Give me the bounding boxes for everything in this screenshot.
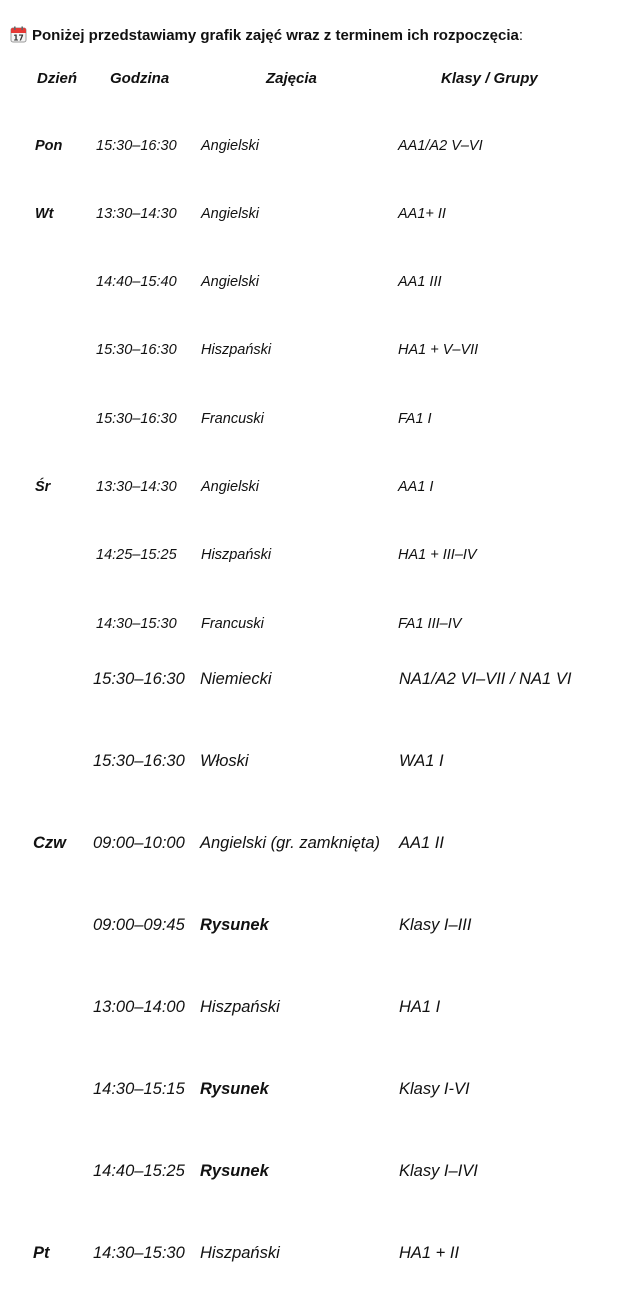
row-group: AA1 III bbox=[398, 274, 442, 290]
row-class: Angielski bbox=[201, 479, 260, 495]
schedule-row bbox=[0, 342, 620, 362]
row-time: 15:30–16:30 bbox=[93, 752, 185, 770]
schedule-row bbox=[0, 138, 620, 158]
row-class: Angielski (gr. zamknięta) bbox=[200, 834, 381, 852]
row-group: Klasy I–III bbox=[399, 916, 472, 934]
row-group: WA1 I bbox=[399, 752, 444, 770]
row-time: 15:30–16:30 bbox=[96, 411, 177, 427]
row-class: Niemiecki bbox=[200, 670, 272, 688]
schedule-row bbox=[0, 274, 620, 294]
schedule-row bbox=[0, 670, 620, 690]
row-time: 14:40–15:40 bbox=[96, 274, 177, 290]
row-time: 14:30–15:30 bbox=[96, 616, 177, 632]
row-group: AA1 II bbox=[399, 834, 444, 852]
row-class: Francuski bbox=[201, 616, 264, 632]
row-class: Hiszpański bbox=[200, 1244, 280, 1262]
row-group: AA1+ II bbox=[398, 206, 446, 222]
row-class: Hiszpański bbox=[201, 547, 272, 563]
schedule-row bbox=[0, 411, 620, 431]
schedule-row bbox=[0, 916, 620, 936]
schedule-row bbox=[0, 1244, 620, 1264]
row-group: HA1 + II bbox=[399, 1244, 460, 1262]
row-time: 14:30–15:30 bbox=[93, 1244, 185, 1262]
calendar-icon bbox=[10, 26, 27, 43]
row-day: Pt bbox=[33, 1244, 50, 1262]
column-header-day: Dzień bbox=[37, 70, 78, 87]
row-time: 13:30–14:30 bbox=[96, 479, 177, 495]
row-class: Rysunek bbox=[200, 1080, 269, 1098]
schedule-row bbox=[0, 834, 620, 854]
row-group: HA1 + V–VII bbox=[398, 342, 479, 358]
row-day: Czw bbox=[33, 834, 66, 852]
row-group: Klasy I-VI bbox=[399, 1080, 470, 1098]
row-class: Angielski bbox=[201, 206, 260, 222]
row-time: 13:30–14:30 bbox=[96, 206, 177, 222]
heading-colon: : bbox=[518, 27, 524, 44]
schedule-row bbox=[0, 206, 620, 226]
schedule-row bbox=[0, 752, 620, 772]
row-day: Śr bbox=[35, 479, 51, 495]
row-time: 09:00–09:45 bbox=[93, 916, 185, 934]
schedule-row bbox=[0, 1162, 620, 1182]
svg-text:17: 17 bbox=[13, 33, 24, 43]
schedule-row bbox=[0, 1080, 620, 1100]
schedule-row bbox=[0, 616, 620, 636]
column-header-group: Klasy / Grupy bbox=[441, 70, 538, 87]
row-class: Angielski bbox=[201, 274, 260, 290]
row-class: Włoski bbox=[200, 752, 249, 770]
row-class: Francuski bbox=[201, 411, 264, 427]
row-time: 14:30–15:15 bbox=[93, 1080, 185, 1098]
row-class: Rysunek bbox=[200, 1162, 269, 1180]
row-group: HA1 + III–IV bbox=[398, 547, 477, 563]
column-header-class: Zajęcia bbox=[266, 70, 317, 87]
row-time: 14:25–15:25 bbox=[96, 547, 177, 563]
row-class: Hiszpański bbox=[200, 998, 280, 1016]
row-group: Klasy I–IVI bbox=[399, 1162, 478, 1180]
column-header-time: Godzina bbox=[110, 70, 170, 87]
heading-text: Poniżej przedstawiamy grafik zajęć wraz z terminem ich rozpoczęcia bbox=[32, 27, 519, 44]
row-time: 09:00–10:00 bbox=[93, 834, 185, 852]
row-class: Angielski bbox=[201, 138, 260, 154]
row-group: AA1 I bbox=[398, 479, 434, 495]
schedule-row bbox=[0, 998, 620, 1018]
row-time: 15:30–16:30 bbox=[96, 342, 177, 358]
row-group: NA1/A2 VI–VII / NA1 VI bbox=[399, 670, 572, 688]
row-time: 14:40–15:25 bbox=[93, 1162, 185, 1180]
schedule-row bbox=[0, 479, 620, 499]
row-day: Pon bbox=[35, 138, 63, 154]
row-class: Hiszpański bbox=[201, 342, 272, 358]
row-class: Rysunek bbox=[200, 916, 269, 934]
row-group: FA1 III–IV bbox=[398, 616, 462, 632]
page-heading bbox=[10, 26, 523, 44]
row-day: Wt bbox=[35, 206, 54, 222]
schedule-row bbox=[0, 547, 620, 567]
row-time: 13:00–14:00 bbox=[93, 998, 185, 1016]
row-time: 15:30–16:30 bbox=[93, 670, 185, 688]
row-group: FA1 I bbox=[398, 411, 432, 427]
row-group: HA1 I bbox=[399, 998, 441, 1016]
row-time: 15:30–16:30 bbox=[96, 138, 177, 154]
row-group: AA1/A2 V–VI bbox=[398, 138, 483, 154]
